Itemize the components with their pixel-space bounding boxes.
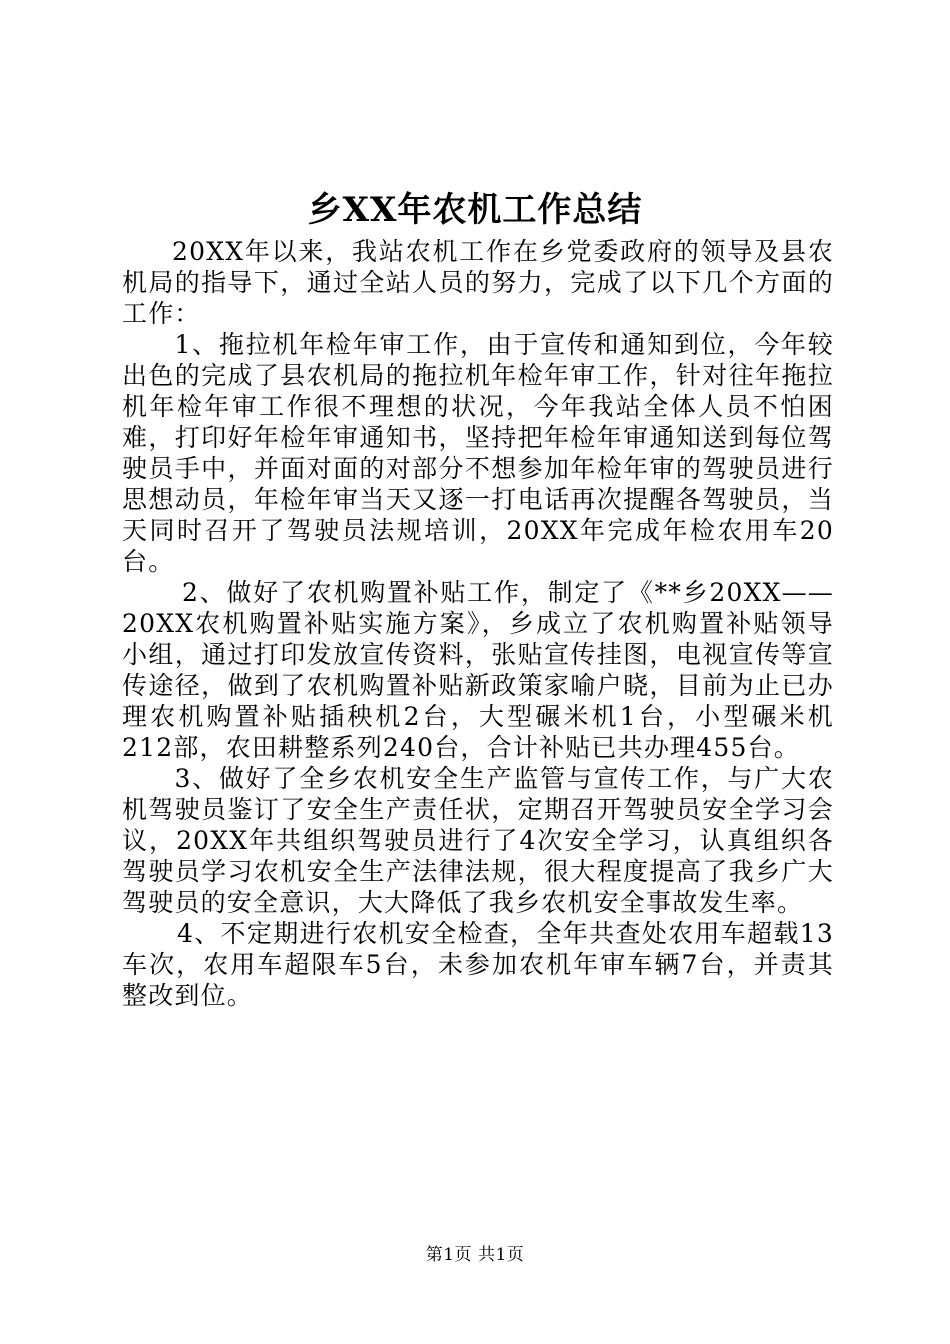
paragraph-safety-supervision: 3、做好了全乡农机安全生产监管与宣传工作，与广大农机驾驶员鉴订了安全生产责任状，定期召开驾驶员安全学习会议，20XX年共组织驾驶员进行了4次安全学习，认真组织各驾驶员学习农机安全生产法律法规，很大程度提高了我乡广大驾驶员的安全意识，大大降低了我乡农机安全事故发生率。 [122, 764, 834, 917]
document-title: 乡XX年农机工作总结 [307, 190, 643, 230]
paragraph-tractor-inspection: 1、拖拉机年检年审工作，由于宣传和通知到位，今年较出色的完成了县农机局的拖拉机年检年审工作，针对往年拖拉机年检年审工作很不理想的状况，今年我站全体人员不怕困难，打印好年检年审通知书，坚持把年检年审通知送到每位驾驶员手中，并面对面的对部分不想参加年检年审的驾驶员进行思想动员，年检年审当天又逐一打电话再次提醒各驾驶员，当天同时召开了驾驶员法规培训，20XX年完成年检农用车20台。 [122, 330, 834, 576]
intro-paragraph: 20XX年以来，我站农机工作在乡党委政府的领导及县农机局的指导下，通过全站人员的努力，完成了以下几个方面的工作： [122, 237, 834, 328]
page-number-footer: 第1页 共1页 [425, 1245, 525, 1265]
paragraph-purchase-subsidy: 2、做好了农机购置补贴工作，制定了《**乡20XX——20XX农机购置补贴实施方案》，乡成立了农机购置补贴领导小组，通过打印发放宣传资料，张贴宣传挂图，电视宣传等宣传途径，做到了农机购置补贴新政策家喻户晓，目前为止已办理农机购置补贴插秧机2台，大型碾米机1台，小型碾米机212部，农田耕整系列240台，合计补贴已共办理455台。 [122, 578, 834, 762]
document-body [122, 236, 834, 1011]
paragraph-safety-inspection: 4、不定期进行农机安全检查，全年共查处农用车超载13车次，农用车超限车5台，未参加农机年审车辆7台，并责其整改到位。 [122, 919, 834, 1010]
